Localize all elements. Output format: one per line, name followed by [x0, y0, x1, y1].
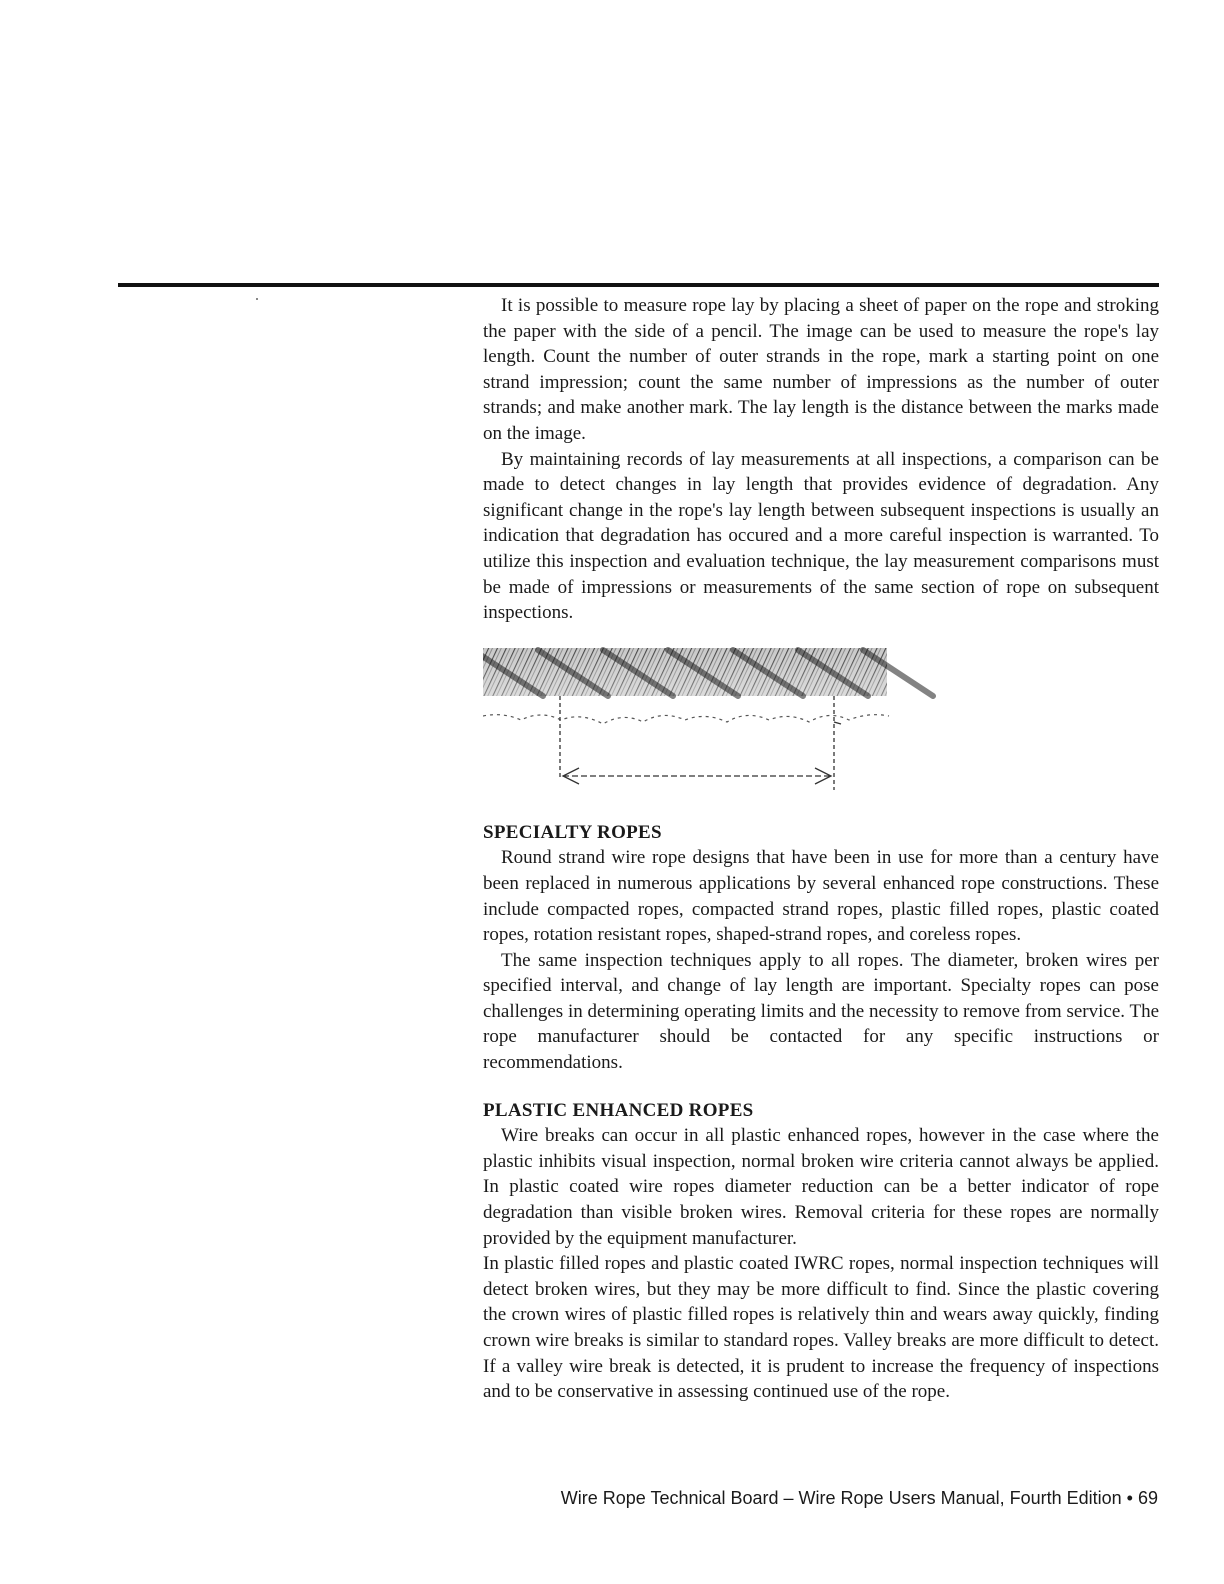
scan-speck — [256, 298, 258, 300]
intro-paragraph-1: It is possible to measure rope lay by placing a sheet of paper on the rope and stroking the paper with the side of a pencil. The image can be used to measure the rope's lay length. Count the number of outer strands in the rope, mark a starting point on one strand impression; count the same number of impressions as the number of outer strands; and make another mark. The lay length is the distance between the marks made on the image. — [483, 295, 1159, 444]
specialty-paragraph-2: The same inspection techniques apply to all ropes. The diameter, broken wires per specified interval, and change of lay length are important. Specialty ropes can pose challenges in determining operating limits and the necessity to remove from service. The rope manufacturer should be contacted for any specific instructions or recommendations. — [483, 949, 1159, 1074]
end-mark — [834, 696, 841, 790]
plastic-ropes-heading: PLASTIC ENHANCED ROPES — [483, 1099, 754, 1121]
top-rule — [118, 283, 1159, 287]
specialty-paragraph-1: Round strand wire rope designs that have been in use for more than a century have been replaced in numerous applications by several enhanced rope constructions. These include compacted ropes, compacted strand ropes, plastic filled ropes, plastic coated ropes, rotation resistant ropes, shaped-strand ropes, and coreless ropes. — [483, 847, 1159, 946]
rope-impression-diagram — [483, 640, 1159, 798]
plastic-paragraph-1: Wire breaks can occur in all plastic enhanced ropes, however in the case where the plastic inhibits visual inspection, normal broken wire criteria cannot always be applied. In plastic coated wire ropes diameter reduction can be a better indicator of rope degradation than visible broken wires. Removal criteria for these ropes are normally provided by the equipment manufacturer. — [483, 1125, 1159, 1249]
intro-paragraph-2: By maintaining records of lay measurements at all inspections, a comparison can be made to detect changes in lay length that provides evidence of degradation. Any significant change in the rope's lay length between subsequent inspections is usually an indication that degradation has occured and a more careful inspection is warranted. To utilize this inspection and evaluation technique, the lay measurement comparisons must be made of impressions or measurements of the same section of rope on subsequent inspections. — [483, 448, 1159, 624]
rope-rubbing — [483, 648, 933, 696]
page-footer: Wire Rope Technical Board – Wire Rope Users Manual, Fourth Edition • 69 — [560, 1488, 1158, 1508]
strand-profile-dashes — [483, 714, 889, 723]
plastic-paragraph-2: In plastic filled ropes and plastic coated IWRC ropes, normal inspection techniques will detect broken wires, but they may be more difficult to find. Since the plastic covering the crown wires of plastic filled ropes is relatively thin and wears away quickly, finding crown wire breaks is similar to standard ropes. Valley breaks are more difficult to detect. If a valley wire break is detected, it is prudent to increase the frequency of inspections and to be conservative in assessing continued use of the rope. — [483, 1253, 1159, 1403]
main-column — [483, 293, 1159, 1405]
lay-length-figure — [483, 640, 1159, 798]
specialty-ropes-heading: SPECIALTY ROPES — [483, 821, 662, 843]
lay-length-arrow — [563, 768, 831, 784]
